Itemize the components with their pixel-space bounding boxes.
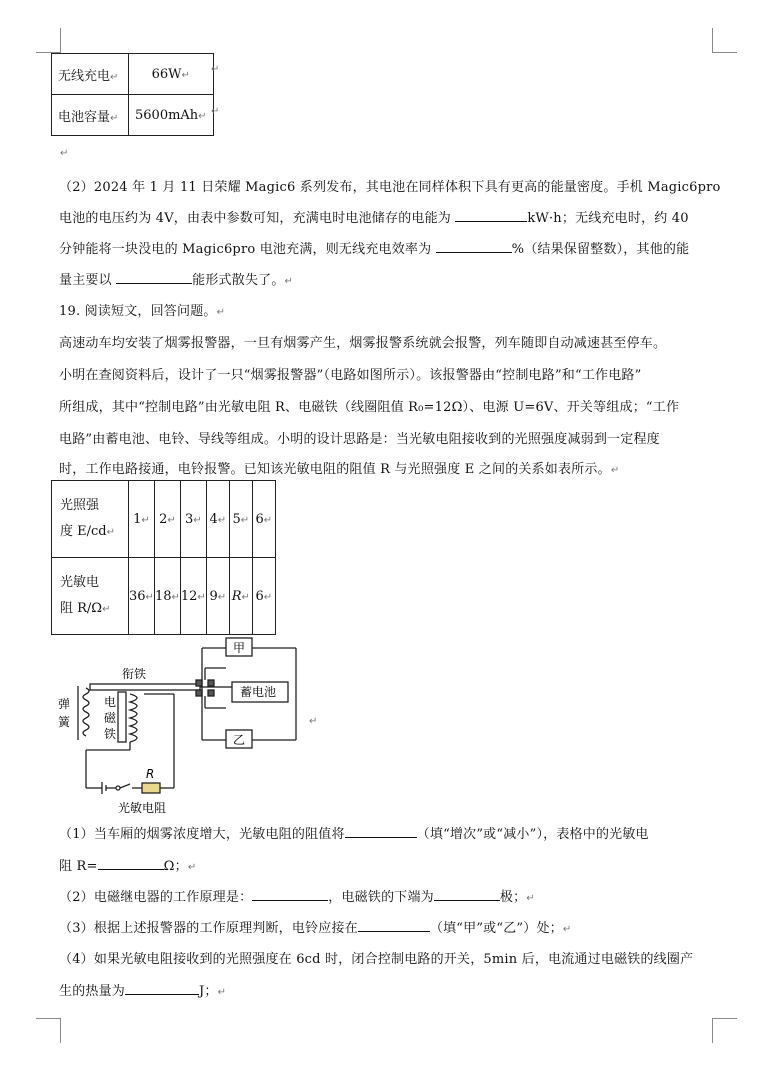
table-cell: 4↵ (206, 481, 229, 558)
question-title: 19. 阅读短文，回答问题。↵ (59, 304, 226, 319)
q19-paragraph-line: 高速动车均安装了烟雾报警器，一旦有烟雾产生，烟雾报警系统就会报警，列车随即自动减速甚至停车。 (59, 336, 667, 351)
corner-mark-top-right (712, 28, 737, 53)
sub-question-1-cont: 阻 R= Ω；↵ (59, 855, 196, 874)
corner-mark-bottom-right (712, 1018, 737, 1043)
answer-blank[interactable] (125, 981, 199, 995)
position-jia-label: 甲 (233, 641, 246, 655)
sub-question-3: （3）根据上述报警器的工作原理判断，电铃应接在 （填“甲”或“乙”）处；↵ (59, 917, 571, 936)
storage-battery-label: 蓄电池 (240, 685, 277, 699)
table-cell: 3↵ (180, 481, 206, 558)
spring-label: 簧 (58, 715, 71, 729)
table-row (52, 95, 214, 136)
smoke-alarm-circuit-diagram (56, 628, 316, 818)
answer-blank[interactable] (252, 887, 328, 901)
photoresistor-label: 光敏电阻 (118, 801, 167, 815)
table-cell: 12↵ (180, 558, 206, 635)
position-yi-label: 乙 (233, 733, 246, 747)
table-row (52, 558, 276, 635)
spring-label: 弹 (58, 697, 71, 711)
spring-icon (83, 688, 89, 736)
sub-question-1: （1）当车厢的烟雾浓度增大，光敏电阻的阻值将 （填“增次”或“减小”），表格中的光敏电 (59, 823, 649, 842)
table-cell: 2↵ (154, 481, 180, 558)
spec-key: 电池容量↵ (52, 95, 129, 136)
answer-blank[interactable] (116, 270, 192, 284)
q18-line-4: 量主要以 能形式散失了。↵ (59, 269, 293, 288)
electromagnet-label: 电 (104, 695, 117, 709)
sub-question-2: （2）电磁继电器的工作原理是： ，电磁铁的下端为 极；↵ (59, 886, 535, 905)
table-cell: 18↵ (154, 558, 180, 635)
row-header: 光敏电 阻 R/Ω↵ (52, 558, 129, 635)
spec-value: 5600mAh↵ (129, 95, 214, 136)
sub-question-4: （4）如果光敏电阻接收到的光照强度在 6cd 时，闭合控制电路的开关，5min 后，电流通过电磁铁的线圈产 (59, 952, 694, 967)
answer-blank[interactable] (434, 887, 500, 901)
table-cell: R↵ (229, 558, 252, 635)
table-cell: 1↵ (129, 481, 155, 558)
q19-paragraph-line: 时，工作电路接通，电铃报警。已知该光敏电阻的阻值 R 与光照强度 E 之间的关系如表所示。↵ (59, 462, 620, 477)
answer-blank[interactable] (345, 824, 417, 838)
q18-line-3: 分钟能将一块没电的 Magic6pro 电池充满，则无线充电效率为 %（结果保留整数），其他的能 (59, 238, 689, 257)
table-cell: 9↵ (206, 558, 229, 635)
table-cell: 6↵ (252, 481, 275, 558)
q19-paragraph-line: 小明在查阅资料后，设计了一只“烟雾报警器”（电路如图所示）。该报警器由“控制电路”和“工作电路” (59, 368, 642, 383)
table-cell: 36↵ (129, 558, 155, 635)
q18-line-2: 电池的电压约为 4V，由表中参数可知，充满电时电池储存的电能为 kW·h；无线充电时，约 40 (59, 207, 689, 226)
sub-question-4-cont: 生的热量为 J；↵ (59, 980, 226, 999)
q19-paragraph-line: 电路”由蓄电池、电铃、导线等组成。小明的设计思路是：当光敏电阻接收到的光照强度减弱到一定程度 (59, 432, 660, 447)
armature-label: 衔铁 (122, 667, 147, 681)
q19-paragraph-line: 所组成，其中“控制电路”由光敏电阻 R、电磁铁（线圈阻值 R₀=12Ω）、电源 U=6V、开关等组成；“工作 (59, 400, 680, 415)
corner-mark-bottom-left (36, 1018, 61, 1043)
table-row (52, 54, 214, 95)
illuminance-resistance-table (51, 480, 276, 635)
resistor-label: R (146, 767, 155, 781)
spec-value: 66W↵ (129, 54, 214, 95)
spec-key: 无线充电↵ (52, 54, 129, 95)
electromagnet-label: 铁 (104, 727, 117, 741)
photoresistor-icon (142, 783, 160, 793)
answer-blank[interactable] (455, 208, 527, 222)
table-cell: 5↵ (229, 481, 252, 558)
answer-blank[interactable] (436, 239, 512, 253)
electromagnet-core-icon (118, 692, 126, 742)
table-cell: 6↵ (252, 558, 275, 635)
q18-line-1: （2）2024 年 1 月 11 日荣耀 Magic6 系列发布，其电池在同样体积下具有更高的能量密度。手机 Magic6pro (59, 180, 721, 195)
corner-mark-top-left (36, 28, 61, 53)
spec-table (51, 53, 214, 136)
armature-icon (90, 684, 200, 690)
answer-blank[interactable] (98, 856, 164, 870)
answer-blank[interactable] (358, 918, 430, 932)
coil-icon (130, 694, 137, 742)
table-row (52, 481, 276, 558)
electromagnet-label: 磁 (104, 711, 117, 725)
row-header: 光照强 度 E/cd↵ (52, 481, 129, 558)
